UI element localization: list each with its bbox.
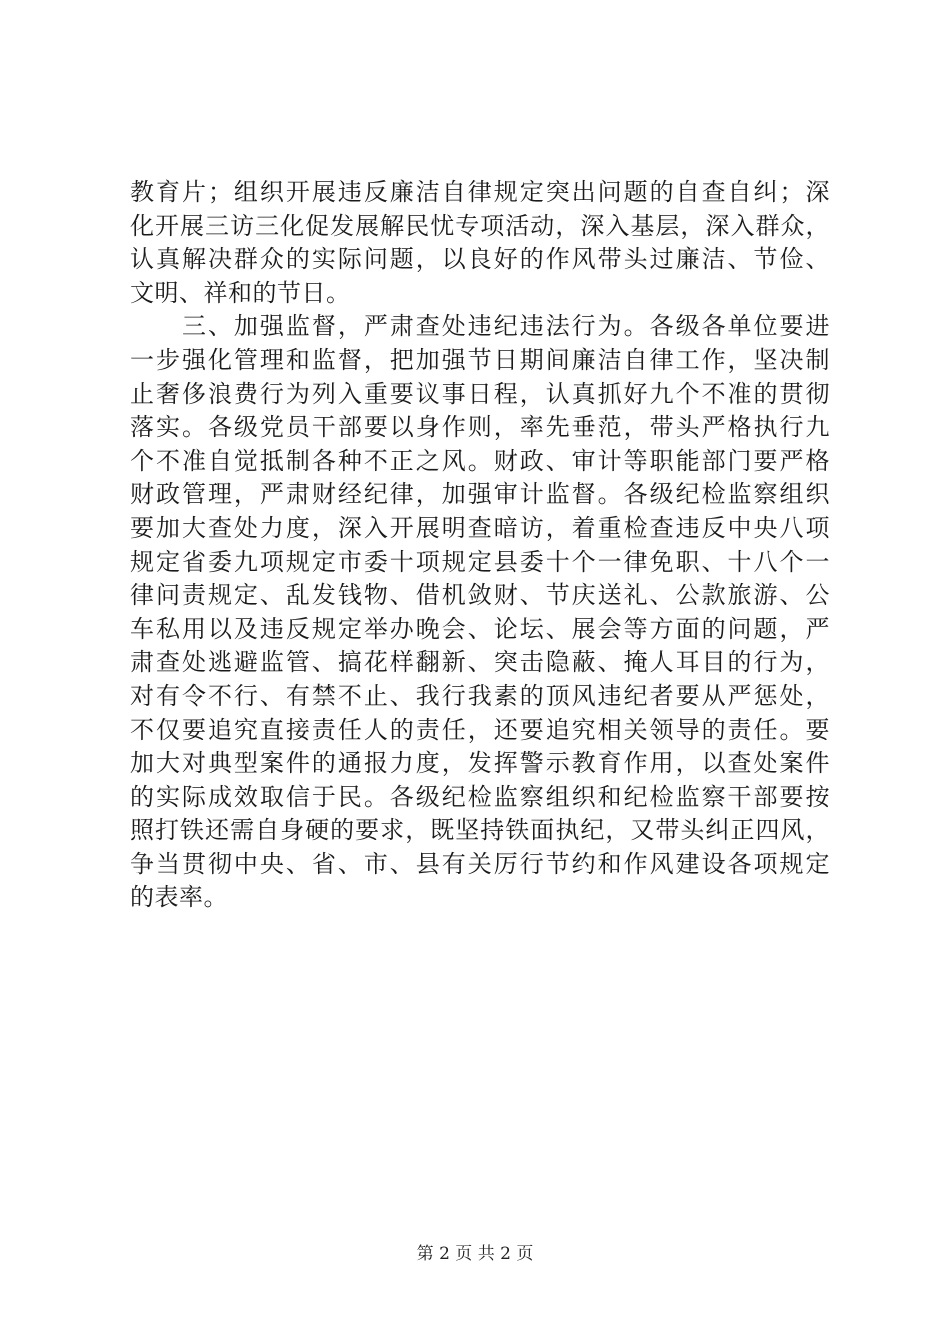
text-line: 对有令不行、有禁不止、我行我素的顶风违纪者要从严惩处， bbox=[130, 681, 830, 710]
text-line: 要加大查处力度，深入开展明查暗访，着重检查违反中央八项 bbox=[130, 513, 830, 542]
page-footer: 第 2 页 共 2 页 bbox=[416, 1244, 534, 1264]
text-line: 文明、祥和的节日。 bbox=[130, 278, 351, 307]
text-line: 止奢侈浪费行为列入重要议事日程，认真抓好九个不准的贯彻 bbox=[130, 379, 830, 408]
text-line: 化开展三访三化促发展解民忧专项活动，深入基层，深入群众， bbox=[130, 211, 830, 240]
text-line: 争当贯彻中央、省、市、县有关厉行节约和作风建设各项规定 bbox=[130, 849, 830, 878]
body-text bbox=[130, 176, 830, 915]
text-line: 落实。各级党员干部要以身作则，率先垂范，带头严格执行九 bbox=[130, 413, 830, 442]
text-line: 肃查处逃避监管、搞花样翻新、突击隐蔽、掩人耳目的行为， bbox=[130, 648, 830, 677]
text-line: 照打铁还需自身硬的要求，既坚持铁面执纪，又带头纠正四风， bbox=[130, 816, 830, 845]
text-line: 车私用以及违反规定举办晚会、论坛、展会等方面的问题，严 bbox=[130, 614, 830, 643]
text-line: 教育片；组织开展违反廉洁自律规定突出问题的自查自纠；深 bbox=[130, 178, 830, 206]
text-line: 的表率。 bbox=[130, 883, 228, 912]
text-line: 加大对典型案件的通报力度，发挥警示教育作用，以查处案件 bbox=[130, 749, 830, 778]
text-line: 的实际成效取信于民。各级纪检监察组织和纪检监察干部要按 bbox=[130, 782, 830, 811]
text-line: 财政管理，严肃财经纪律，加强审计监督。各级纪检监察组织 bbox=[130, 480, 830, 509]
text-line: 一步强化管理和监督，把加强节日期间廉洁自律工作，坚决制 bbox=[130, 345, 830, 374]
text-line: 不仅要追究直接责任人的责任，还要追究相关领导的责任。要 bbox=[130, 715, 830, 744]
text-line: 律问责规定、乱发钱物、借机敛财、节庆送礼、公款旅游、公 bbox=[130, 581, 830, 610]
text-line: 个不准自觉抵制各种不正之风。财政、审计等职能部门要严格 bbox=[130, 446, 830, 475]
text-line: 三、加强监督，严肃查处违纪违法行为。各级各单位要进 bbox=[130, 312, 830, 341]
text-line: 认真解决群众的实际问题，以良好的作风带头过廉洁、节俭、 bbox=[130, 245, 830, 274]
text-line: 规定省委九项规定市委十项规定县委十个一律免职、十八个一 bbox=[130, 547, 830, 576]
